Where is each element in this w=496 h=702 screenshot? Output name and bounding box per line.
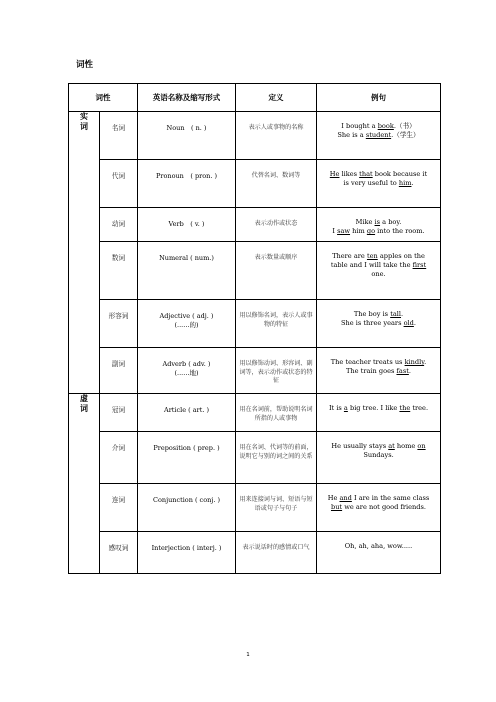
pos-example [317,432,441,484]
english-name-line: Pronoun ( pron. ) [155,172,217,180]
english-name-line: Verb ( v. ) [168,220,205,228]
pos-name: 副词 [100,348,138,394]
pos-definition: 表示说话时的感情或口气 [236,532,317,574]
pos-example [317,208,441,242]
header-pos: 词性 [69,84,138,112]
pos-example [317,532,441,574]
pos-example [317,484,441,532]
page-number: 1 [246,652,250,658]
table-row [69,208,441,242]
english-name-line: Interjection ( interj. ) [151,544,222,552]
example-line: is very useful to him. [343,179,414,187]
header-english-name: 英语名称及缩写形式 [138,84,236,112]
example-line: Sundays. [363,451,394,459]
pos-definition: 表示动作或状态 [236,208,317,242]
pos-english-name [138,394,236,432]
english-name-line: (......地) [174,369,199,377]
english-name-line: Adjective ( adj. ) [159,312,214,320]
pos-example [317,160,441,208]
header-definition: 定义 [236,84,317,112]
pos-example [317,242,441,300]
table-row [69,394,441,432]
group-label-char: 词 [80,122,88,131]
english-name-line: Article ( art. ) [164,406,209,414]
example-line: She is a student.（学生） [337,131,420,139]
english-name-line: Adverb ( adv. ) [162,360,211,368]
english-name-line: (......的) [174,321,199,329]
group-function-words [69,394,100,574]
pos-english-name [138,348,236,394]
pos-english-name [138,208,236,242]
table-row [69,432,441,484]
pos-english-name [138,532,236,574]
table-row [69,300,441,348]
pos-name: 形容词 [100,300,138,348]
table-row [69,532,441,574]
example-line: She is three years old. [341,319,416,327]
pos-definition: 用在名词、代词等的前面，说明它与别的词之间的关系 [236,432,317,484]
example-line: He usually stays at home on [331,442,426,450]
pos-name: 感叹词 [100,532,138,574]
pos-example [317,300,441,348]
pos-example [317,112,441,160]
pos-english-name [138,160,236,208]
example-line: The train goes fast. [346,367,411,375]
pos-english-name [138,112,236,160]
pos-name: 介词 [100,432,138,484]
example-line: one. [371,270,386,278]
english-name-line: Noun ( n. ) [166,124,207,132]
pos-definition: 表示人或事物的名称 [236,112,317,160]
table-row [69,348,441,394]
table-row [69,160,441,208]
parts-of-speech-table [68,83,441,574]
english-name-line: Preposition ( prep. ) [153,444,220,452]
english-name-line: Numeral ( num.) [159,254,214,262]
pos-english-name [138,484,236,532]
group-label-char: 实 [80,112,88,121]
pos-definition: 代替名词、数词等 [236,160,317,208]
example-line: He and I are in the same class [327,494,430,502]
group-content-words [69,112,100,394]
example-line: but we are not good friends. [330,503,427,511]
pos-english-name [138,242,236,300]
example-line: It is a big tree. I like the tree. [328,404,429,412]
header-example: 例句 [317,84,441,112]
example-line: I bought a book.（书） [341,122,416,130]
pos-example [317,394,441,432]
example-line: The teacher treats us kindly. [330,358,427,366]
english-name-line: Conjunction ( conj. ) [153,496,220,504]
pos-definition: 用在名词前，帮助说明名词所指的人或事物 [236,394,317,432]
example-line: There are ten apples on the [332,252,425,260]
pos-definition: 表示数量或顺序 [236,242,317,300]
pos-name: 数词 [100,242,138,300]
group-label-char: 词 [80,404,88,413]
table-header-row [69,84,441,112]
pos-name: 名词 [100,112,138,160]
example-line: Mike is a boy. [355,218,402,226]
pos-name: 代词 [100,160,138,208]
table-row [69,484,441,532]
table-row [69,242,441,300]
table-row [69,112,441,160]
pos-name: 连词 [100,484,138,532]
pos-definition: 用以修饰名词，表示人或事物的特征 [236,300,317,348]
example-line: table and I will take the first [330,261,427,269]
pos-definition: 用来连接词与词、短语与短语或句子与句子 [236,484,317,532]
pos-name: 冠词 [100,394,138,432]
example-line: The boy is tall. [353,310,404,318]
pos-english-name [138,432,236,484]
group-label-char: 虚 [80,394,88,403]
example-line: He likes that book because it [329,170,428,178]
pos-definition: 用以修饰动词、形容词、副词等，表示动作或状态的特征 [236,348,317,394]
pos-example [317,348,441,394]
page-title: 词性 [76,60,94,70]
example-line: I saw him go into the room. [332,227,425,235]
pos-english-name [138,300,236,348]
pos-name: 动词 [100,208,138,242]
example-line: Oh, ah, aha, wow..... [344,542,413,550]
